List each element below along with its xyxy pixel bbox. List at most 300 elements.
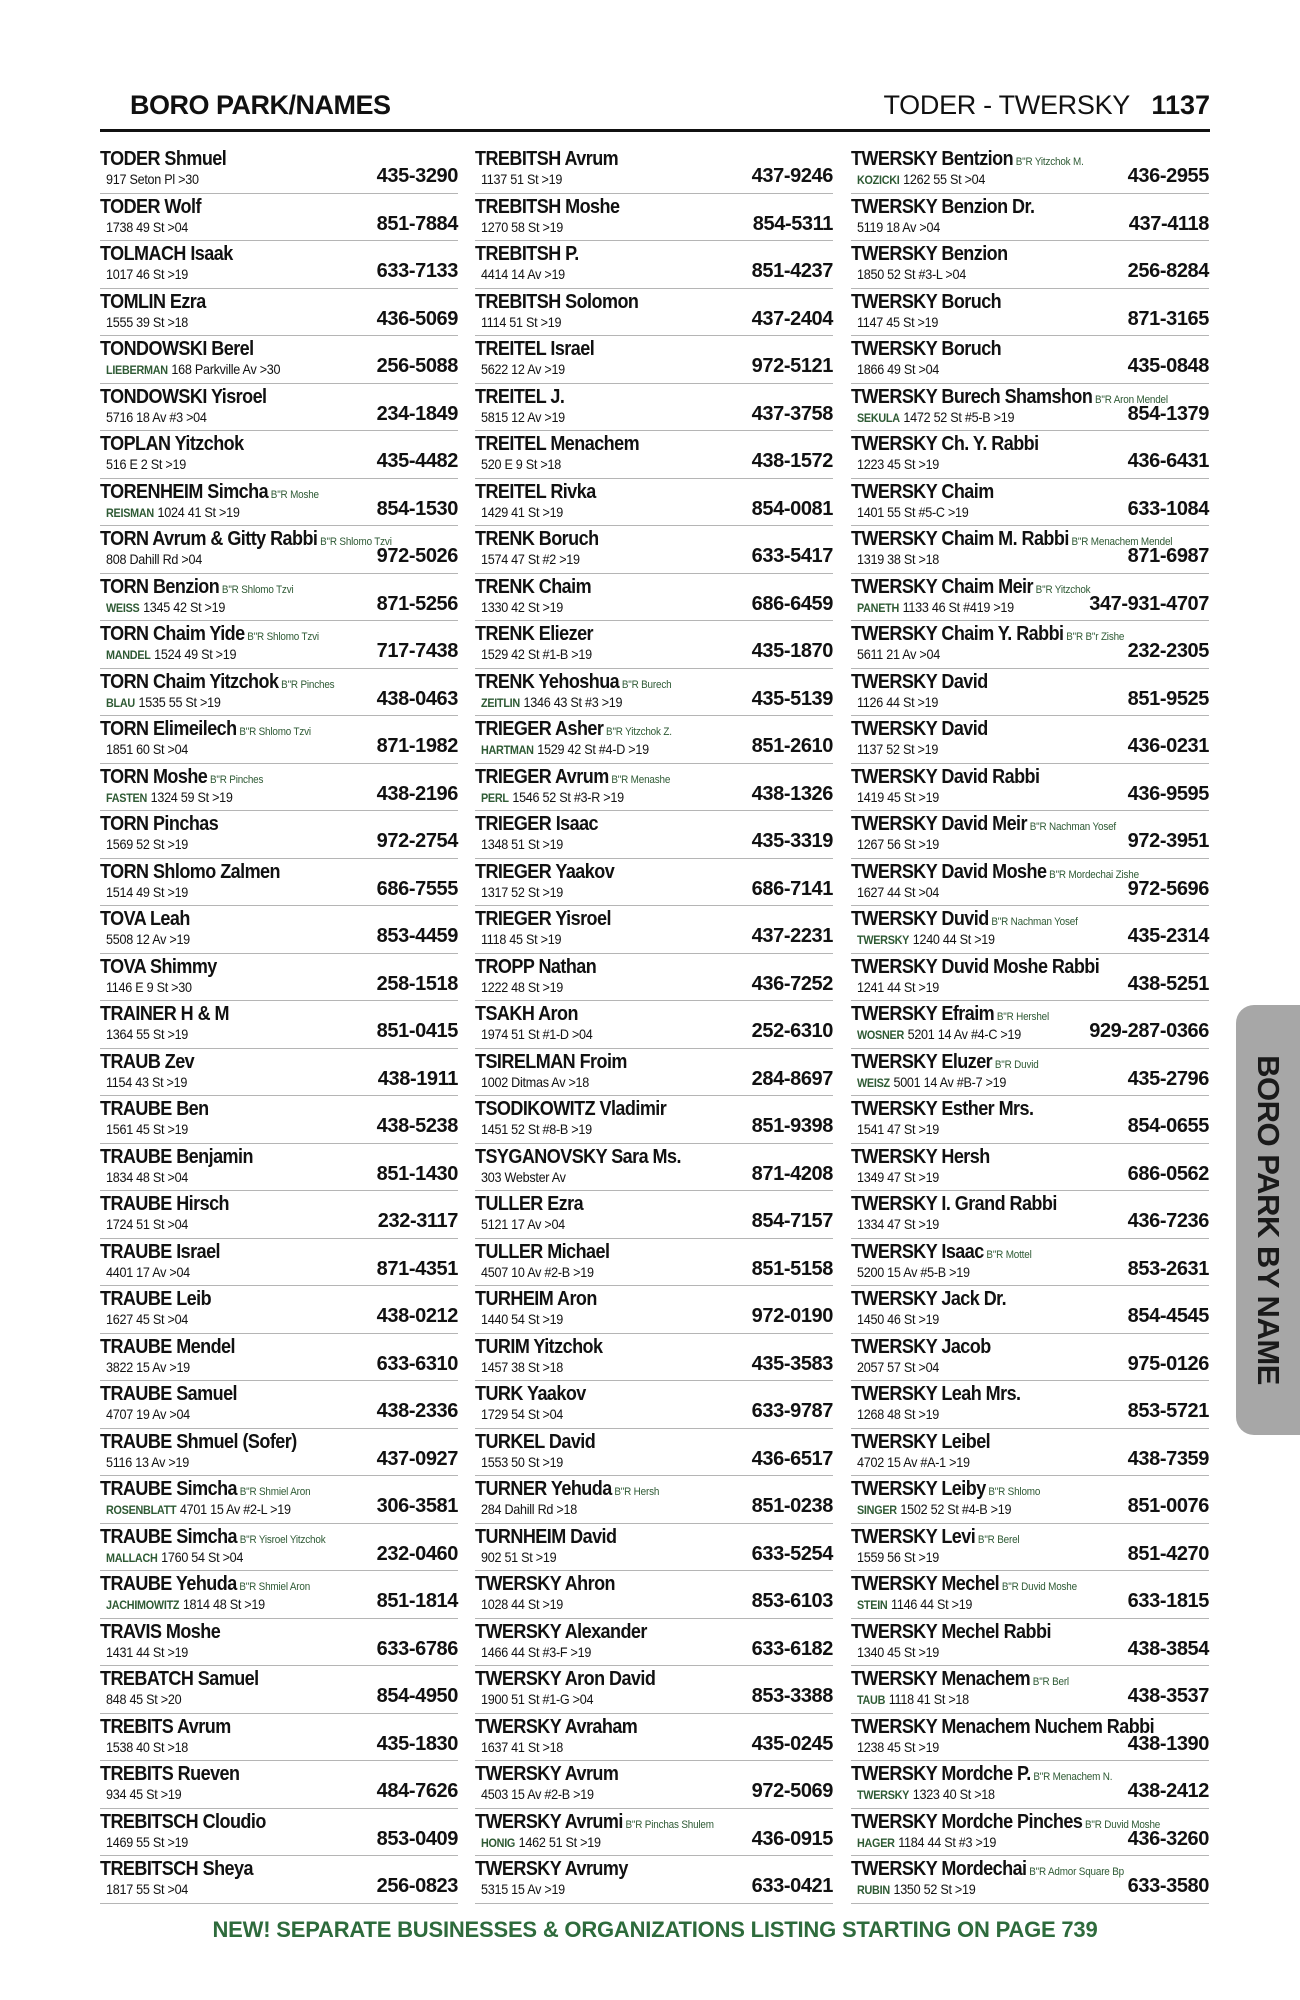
listing-address-line: [481, 694, 622, 710]
listing-address-line: [106, 1359, 190, 1375]
listing-phone: 306-3581: [376, 1495, 458, 1517]
listing-entry: [100, 146, 458, 194]
listing-name: TWERSKY Levi: [851, 1525, 976, 1548]
listing-entry: [475, 1809, 833, 1857]
listing-name: TWERSKY Ch. Y. Rabbi: [851, 433, 1039, 455]
listing-phone: 851-1430: [376, 1162, 458, 1185]
listing-name-line: [100, 386, 267, 409]
listing-name: TULLER Ezra: [475, 1193, 584, 1215]
listing-entry: [475, 384, 833, 432]
listing-family-name: RUBIN: [857, 1883, 890, 1897]
listing-name-line: [100, 623, 319, 646]
listing-name-line: [851, 1858, 1124, 1881]
listing-entry: [475, 431, 833, 479]
listing-phone: 436-2955: [1127, 165, 1209, 187]
listing-name-line: [475, 718, 672, 741]
listing-address: 1502 52 St #4-B >19: [900, 1501, 1012, 1517]
listing-name: TRIEGER Yaakov: [475, 860, 615, 883]
listing-address: 1364 55 St >19: [106, 1026, 189, 1042]
listing-entry: [100, 1191, 458, 1239]
listing-name-line: [100, 1526, 325, 1549]
listing-name-line: [100, 291, 206, 314]
listing-name-line: [475, 623, 593, 646]
listing-phone: 633-9787: [751, 1400, 833, 1422]
listing-name: TWERSKY Mordechai: [851, 1858, 1027, 1880]
listing-name: TRENK Yehoshua: [475, 670, 620, 693]
listing-family-name: ROSENBLATT: [106, 1503, 177, 1517]
listing-address-line: [106, 1121, 188, 1137]
listing-address: 1457 38 St >18: [481, 1358, 564, 1375]
listing-address-line: [106, 1454, 189, 1470]
footer-notice: NEW! SEPARATE BUSINESSES & ORGANIZATIONS LISTING STARTING ON PAGE 739: [212, 1917, 1098, 1942]
listing-address: 1324 59 St >19: [150, 788, 233, 805]
listing-name: TWERSKY Boruch: [851, 338, 1002, 360]
listing-address: 1323 40 St >18: [912, 1786, 995, 1802]
listing-entry: [475, 1239, 833, 1287]
listing-address-line: [481, 1264, 594, 1280]
listing-name-line: [851, 1478, 1040, 1501]
listing-phone: 972-5696: [1127, 877, 1209, 900]
listing-address-line: [106, 1216, 188, 1232]
listing-address-line: [106, 1881, 188, 1897]
listing-address: 1137 52 St >19: [857, 741, 939, 757]
listing-name: TRIEGER Asher: [475, 718, 604, 740]
listing-name-line: [851, 1811, 1160, 1834]
listing-entry: [475, 1429, 833, 1477]
listing-phone: 435-3583: [751, 1352, 833, 1375]
listing-name-line: [475, 813, 598, 836]
listing-phone: 252-6310: [751, 1020, 833, 1042]
listing-phone: 972-2754: [376, 830, 458, 852]
listing-address: 4707 19 Av >04: [106, 1406, 190, 1422]
listing-name: TREBITS Rueven: [100, 1763, 240, 1785]
listing-address-line: [106, 219, 188, 235]
listing-address-line: [106, 741, 188, 757]
listing-phone: 853-0409: [376, 1827, 458, 1850]
listing-entry: [100, 1761, 458, 1809]
listing-phone: 234-1849: [376, 402, 458, 425]
listing-address-line: [106, 1026, 188, 1042]
listing-name: TRAUBE Samuel: [100, 1383, 238, 1405]
listing-address-line: [857, 979, 939, 995]
listing-address-line: [106, 1406, 190, 1422]
listing-family-name: HARTMAN: [481, 743, 534, 757]
listing-phone: 851-9398: [751, 1115, 833, 1137]
listing-phone: 686-7555: [376, 877, 458, 900]
listing-name-line: [100, 433, 244, 456]
listing-phone: 436-7252: [751, 972, 833, 995]
listing-entry: [851, 621, 1209, 669]
listing-entry: [851, 526, 1209, 574]
listing-address: 1345 42 St >19: [143, 598, 226, 615]
listing-phone: 871-3165: [1127, 307, 1209, 330]
listing-relation: B"R Duvid Moshe: [1001, 1581, 1077, 1593]
listing-entry: [475, 669, 833, 717]
listing-name: TWERSKY Leah Mrs.: [851, 1383, 1021, 1405]
listing-address-line: [857, 694, 938, 710]
listing-name: TOVA Leah: [100, 908, 190, 930]
listing-address-line: [481, 1881, 565, 1897]
listing-phone: 437-2404: [751, 307, 833, 330]
listing-phone: 436-3260: [1127, 1827, 1209, 1850]
listing-family-name: TAUB: [857, 1693, 886, 1707]
listing-name-line: [851, 908, 1078, 931]
listing-phone: 232-3117: [377, 1210, 458, 1232]
listing-address-line: [481, 1074, 589, 1090]
listing-phone: 438-1572: [751, 450, 833, 472]
listing-name-line: [100, 1858, 253, 1881]
listing-address: 4507 10 Av #2-B >19: [481, 1263, 594, 1280]
listing-name-line: [851, 1573, 1077, 1596]
listing-phone: 871-4351: [376, 1257, 458, 1280]
listing-address: 5622 12 Av >19: [481, 361, 565, 377]
listing-address: 1814 48 St >19: [182, 1596, 265, 1612]
listing-name-line: [851, 1288, 1006, 1311]
listing-name-line: [100, 1478, 310, 1501]
listing-relation: B"R Mordechai Zishe: [1049, 868, 1139, 881]
listing-name: TREBATCH Samuel: [100, 1668, 259, 1690]
listing-address: 1569 52 St >19: [106, 836, 189, 852]
listing-name-line: [100, 243, 233, 266]
listing-entry: [100, 1571, 458, 1619]
listing-address: 1866 49 St >04: [857, 361, 940, 377]
listing-address: 1535 55 St >19: [138, 693, 221, 710]
listing-name-line: [851, 1051, 1039, 1074]
listing-name: TWERSKY Boruch: [851, 290, 1002, 313]
listing-address-line: [481, 456, 561, 472]
listing-column-3: [851, 146, 1209, 1904]
listing-name-line: [851, 1146, 990, 1169]
listing-name-line: [851, 1336, 991, 1359]
listing-entry: [475, 574, 833, 622]
listing-relation: B"R Shlomo Tzvi: [239, 726, 311, 738]
section-title: BORO PARK/NAMES: [130, 90, 391, 120]
listing-entry: [100, 1476, 458, 1524]
listing-name: TWERSKY Mordche Pinches: [851, 1810, 1083, 1833]
listing-name-line: [851, 1098, 1033, 1121]
listing-name-line: [475, 1241, 609, 1264]
listing-address: 1340 45 St >19: [857, 1643, 940, 1660]
listing-address-line: [106, 171, 199, 187]
listing-name: TWERSKY Avrumi: [475, 1810, 623, 1833]
listing-name: TREITEL Israel: [475, 338, 595, 360]
listing-entry: [100, 289, 458, 337]
listing-name: TREITEL Rivka: [475, 480, 596, 503]
listing-relation: B"R Shmiel Aron: [239, 1486, 311, 1498]
listing-phone: 929-287-0366: [1089, 1020, 1209, 1042]
listing-name-line: [475, 1193, 583, 1216]
listing-phone: 717-7438: [376, 640, 458, 662]
listing-family-name: TWERSKY: [857, 1788, 910, 1802]
listing-phone: 438-7359: [1127, 1447, 1209, 1470]
listing-address-line: [857, 1549, 939, 1565]
listing-name-line: [851, 1621, 1051, 1644]
listing-entry: [851, 764, 1209, 812]
listing-phone: 258-1518: [376, 972, 458, 995]
listing-address-line: [857, 456, 939, 472]
listing-address: 1529 42 St #4-D >19: [537, 741, 649, 757]
listing-entry: [851, 1334, 1209, 1382]
listing-name: TREITEL Menachem: [475, 433, 640, 455]
listing-name: TORN Chaim Yide: [100, 623, 245, 645]
listing-family-name: LIEBERMAN: [106, 363, 168, 377]
listing-address-line: [481, 1739, 563, 1755]
listing-address: 1555 39 St >18: [106, 313, 189, 330]
listing-address: 1319 38 St >18: [857, 551, 940, 567]
listing-entry: [100, 621, 458, 669]
listing-phone: 436-0915: [751, 1827, 833, 1850]
listing-name-line: [475, 148, 618, 171]
listing-address: 1538 40 St >18: [106, 1738, 189, 1755]
listing-name: TOLMACH Isaak: [100, 243, 233, 265]
listing-name-line: [851, 433, 1039, 456]
listing-name: TRAUBE Mendel: [100, 1335, 235, 1358]
listing-phone: 851-4270: [1127, 1542, 1209, 1565]
listing-address: 1317 52 St >19: [481, 883, 564, 900]
listing-phone: 438-1326: [751, 782, 833, 805]
listing-name-line: [475, 291, 638, 314]
listing-family-name: HONIG: [481, 1835, 516, 1850]
listing-address-line: [106, 1264, 190, 1280]
listing-phone: 633-6182: [751, 1637, 833, 1660]
listing-address: 1462 51 St >19: [518, 1833, 601, 1850]
listing-name: TOVA Shimmy: [100, 955, 217, 978]
listing-name-line: [851, 1526, 1019, 1549]
listing-name: TSODIKOWITZ Vladimir: [475, 1098, 667, 1120]
listing-family-name: MALLACH: [106, 1550, 158, 1565]
listing-entry: [851, 859, 1209, 907]
listing-entry: [475, 146, 833, 194]
listing-address: 1627 45 St >04: [106, 1311, 189, 1327]
listing-phone: 633-5417: [751, 545, 833, 567]
listing-address: 1529 42 St #1-B >19: [481, 646, 592, 662]
listing-address-line: [481, 219, 563, 235]
listing-name-line: [851, 1241, 1032, 1264]
listing-relation: B"R Shlomo Tzvi: [221, 583, 294, 596]
listing-address-line: [857, 931, 995, 947]
listing-address-line: [481, 1786, 594, 1802]
listing-name: TODER Shmuel: [100, 148, 227, 170]
listing-entry: [851, 1239, 1209, 1287]
listing-phone: 438-1911: [377, 1067, 458, 1090]
listing-address-line: [481, 1169, 566, 1185]
listing-entry: [475, 241, 833, 289]
listing-name-line: [475, 1573, 615, 1596]
listing-name-line: [475, 956, 596, 979]
listing-name-line: [475, 386, 564, 409]
listing-name: TRAUBE Shmuel (Sofer): [100, 1430, 297, 1453]
listing-address-line: [481, 741, 649, 757]
listing-phone: 438-1390: [1127, 1732, 1209, 1755]
listing-entry: [100, 1619, 458, 1667]
listing-name-line: [851, 718, 988, 741]
listing-phone: 686-0562: [1127, 1162, 1209, 1185]
listing-entry: [475, 906, 833, 954]
listing-name-line: [851, 291, 1001, 314]
listing-address: 5508 12 Av >19: [106, 931, 190, 947]
listing-address: 1514 49 St >19: [106, 883, 189, 900]
listing-entry: [100, 1144, 458, 1192]
listing-name-line: [851, 338, 1001, 361]
listing-address: 1154 43 St >19: [106, 1073, 188, 1090]
listing-address: 5119 18 Av >04: [857, 218, 940, 235]
listing-phone: 972-5121: [751, 355, 833, 377]
section-side-tab[interactable]: [1236, 1005, 1300, 1435]
listing-address-line: [481, 884, 563, 900]
listing-phone: 633-3580: [1127, 1875, 1209, 1897]
listing-address: 917 Seton Pl >30: [106, 171, 199, 187]
listing-name-line: [475, 1336, 602, 1359]
listing-entry: [475, 479, 833, 527]
page-number: 1137: [1151, 90, 1210, 120]
listing-address: 3822 15 Av >19: [106, 1358, 190, 1375]
listing-entry: [100, 1049, 458, 1097]
listing-name: TRAUBE Israel: [100, 1240, 221, 1263]
listing-address-line: [857, 1169, 939, 1185]
listing-phone: 975-0126: [1127, 1352, 1209, 1375]
listing-phone: 851-0238: [751, 1495, 833, 1517]
listing-name: TURK Yaakov: [475, 1383, 586, 1405]
listing-name: TOPLAN Yitzchok: [100, 433, 244, 455]
listing-address-line: [857, 219, 940, 235]
listing-phone: 436-0231: [1127, 735, 1209, 757]
listing-address: 1850 52 St #3-L >04: [857, 266, 966, 282]
listing-name-line: [100, 1383, 237, 1406]
listing-name: TWERSKY Chaim M. Rabbi: [851, 528, 1069, 550]
listing-name: TWERSKY Chaim Y. Rabbi: [851, 623, 1064, 645]
listing-phone: 972-5026: [376, 545, 458, 567]
listing-entry: [851, 1714, 1209, 1762]
listing-address-line: [106, 1311, 188, 1327]
listing-address: 1223 45 St >19: [857, 456, 940, 472]
listing-entry: [851, 194, 1209, 242]
listing-entry: [100, 764, 458, 812]
listing-name-line: [475, 196, 619, 219]
listing-name-line: [100, 338, 254, 361]
listing-entry: [851, 1856, 1209, 1904]
listing-name: TREBITSH P.: [475, 243, 579, 265]
listing-name-line: [100, 1716, 231, 1739]
listing-entry: [851, 336, 1209, 384]
listing-name: TWERSKY Duvid: [851, 908, 989, 930]
listing-entry: [100, 1334, 458, 1382]
listing-address: 284 Dahill Rd >18: [481, 1501, 577, 1517]
listing-address: 1024 41 St >19: [157, 503, 240, 520]
listing-name-line: [475, 1288, 597, 1311]
listing-family-name: PANETH: [857, 600, 899, 615]
listing-phone: 851-1814: [376, 1590, 458, 1612]
listing-entry: [475, 811, 833, 859]
listing-entry: [100, 1096, 458, 1144]
listing-address-line: [481, 789, 624, 805]
listing-phone: 435-3319: [751, 830, 833, 852]
listing-address: 4503 15 Av #2-B >19: [481, 1786, 594, 1802]
listing-address-line: [857, 171, 985, 187]
listing-address: 1738 49 St >04: [106, 218, 189, 235]
listing-entry: [100, 526, 458, 574]
listing-entry: [100, 1714, 458, 1762]
listing-name: TORN Elimeilech: [100, 718, 237, 740]
listing-entry: [851, 1524, 1209, 1572]
listing-address: 1466 44 St #3-F >19: [481, 1643, 592, 1660]
listing-phone: 435-0848: [1127, 355, 1209, 377]
listing-phone: 854-0081: [751, 497, 833, 520]
listing-name: TWERSKY Aron David: [475, 1668, 656, 1690]
listing-name: TWERSKY Eluzer: [851, 1050, 993, 1073]
listing-address: 5716 18 Av #3 >04: [106, 408, 207, 425]
listing-address: 5201 14 Av #4-C >19: [907, 1026, 1021, 1042]
listing-phone: 435-0245: [751, 1732, 833, 1755]
listing-name-line: [100, 861, 280, 884]
listing-phone: 854-1379: [1127, 402, 1209, 425]
listing-relation: B"R Nachman Yosef: [991, 916, 1078, 928]
listing-address-line: [857, 1216, 939, 1232]
listing-address-line: [481, 646, 592, 662]
listing-name: TWERSKY Jack Dr.: [851, 1288, 1007, 1310]
listing-phone: 438-5238: [376, 1115, 458, 1137]
listing-name: TRIEGER Yisroel: [475, 908, 611, 930]
listing-phone: 256-8284: [1127, 260, 1209, 282]
listing-name: TWERSKY David Meir: [851, 813, 1027, 835]
listing-entry: [475, 1286, 833, 1334]
listing-entry: [100, 1239, 458, 1287]
listing-address-line: [857, 1074, 1006, 1090]
listing-address-line: [106, 1739, 188, 1755]
listing-address: 1334 47 St >19: [857, 1216, 940, 1232]
listing-entry: [851, 1761, 1209, 1809]
listing-name: TROPP Nathan: [475, 955, 597, 978]
listing-relation: B"R Yitzchok: [1035, 583, 1091, 596]
listing-phone: 854-0655: [1127, 1115, 1209, 1137]
listing-address-line: [106, 1644, 188, 1660]
listing-address-line: [481, 1691, 593, 1707]
listing-phone: 438-2412: [1127, 1780, 1209, 1802]
listing-relation: B"R Burech: [621, 678, 672, 691]
listing-family-name: JACHIMOWITZ: [106, 1598, 180, 1612]
listing-entry: [475, 1856, 833, 1904]
listing-relation: B"R Pinches: [209, 773, 264, 786]
listing-address: 1350 52 St >19: [893, 1881, 976, 1897]
listing-family-name: SEKULA: [857, 410, 900, 425]
listing-name-line: [851, 1003, 1049, 1026]
listing-phone: 633-0421: [751, 1875, 833, 1897]
listing-name: TWERSKY Hersh: [851, 1145, 990, 1168]
listing-address-line: [106, 551, 202, 567]
listing-name: TWERSKY David Moshe: [851, 860, 1047, 883]
listing-entry: [100, 336, 458, 384]
listing-address-line: [106, 884, 188, 900]
listing-relation: B"R Nachman Yosef: [1029, 821, 1117, 833]
listing-name: TREBITSCH Sheya: [100, 1858, 253, 1880]
listing-name: TURKEL David: [475, 1430, 596, 1453]
listing-name-line: [100, 481, 319, 504]
listing-name: TWERSKY Leibel: [851, 1430, 991, 1453]
listing-name: TRAUB Zev: [100, 1050, 195, 1073]
listing-address-line: [106, 1501, 291, 1517]
listing-address-line: [481, 1121, 592, 1137]
listing-name-line: [100, 1668, 259, 1691]
listing-address-line: [481, 1454, 563, 1470]
listing-address: 902 51 St >19: [481, 1548, 557, 1565]
listing-address: 303 Webster Av: [481, 1168, 566, 1185]
listing-name-line: [851, 861, 1139, 884]
listing-name-line: [100, 1098, 209, 1121]
listing-entry: [851, 906, 1209, 954]
listing-entry: [475, 289, 833, 337]
name-range: TODER - TWERSKY: [883, 90, 1130, 120]
listing-address-line: [857, 1406, 939, 1422]
listing-name-line: [100, 1336, 235, 1359]
